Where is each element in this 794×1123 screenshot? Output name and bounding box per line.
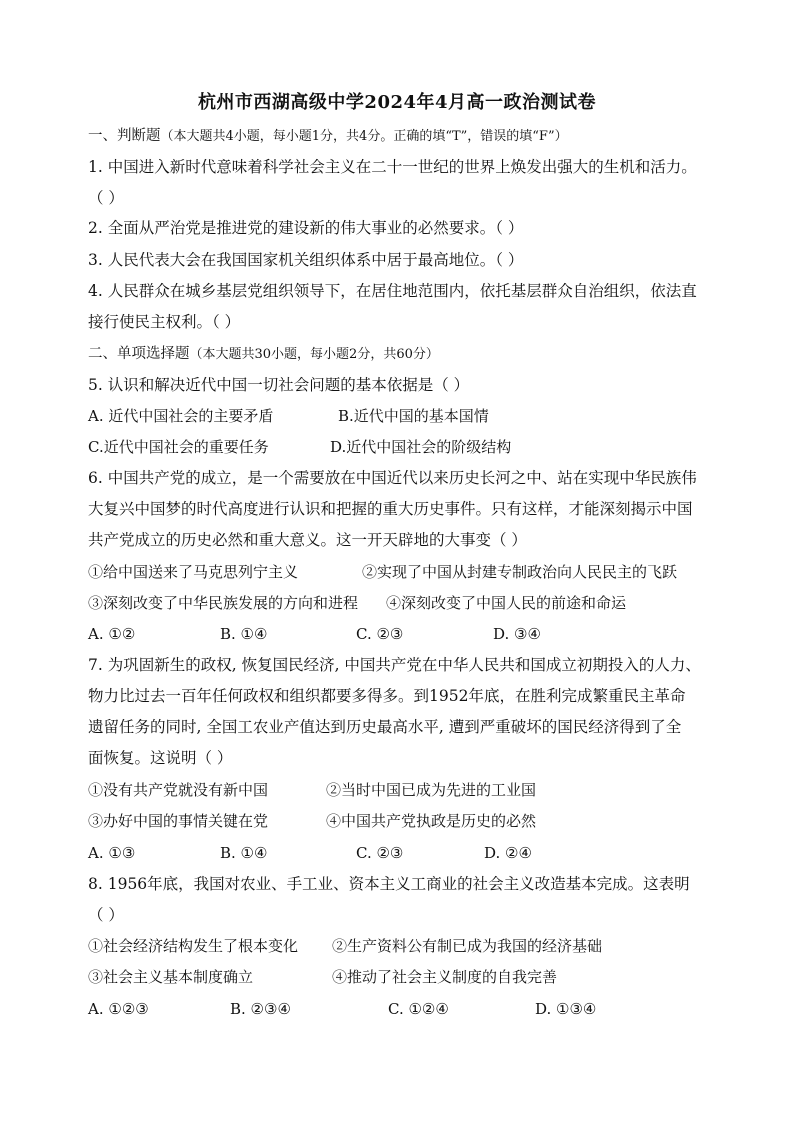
section-note: （本大题共4小题，每小题1分，共4分。正确的填“T”，错误的填“F”） bbox=[160, 129, 568, 144]
question-7-option-d: D. ②④ bbox=[484, 844, 532, 862]
question-8-statement-3: ③社会主义基本制度确立 bbox=[88, 968, 254, 986]
section-heading-choice bbox=[88, 344, 439, 365]
question-7-text: 7. 为巩固新生的政权, 恢复国民经济, 中国共产党在中华人民共和国成立初期投入的人力、 bbox=[88, 656, 701, 674]
question-7-text-cont: 物力比过去一百年任何政权和组织都要多得多。到1952年底，在胜利完成繁重民主革命 bbox=[88, 687, 686, 705]
question-8-text: 8. 1956年底，我国对农业、手工业、资本主义工商业的社会主义改造基本完成。这表明 bbox=[88, 875, 690, 893]
question-1-text: 1. 中国进入新时代意味着科学社会主义在二十一世纪的世界上焕发出强大的生机和活力。 bbox=[88, 158, 697, 176]
question-1-answer-blank: （ ） bbox=[88, 189, 124, 207]
question-6-option-b: B. ①④ bbox=[220, 625, 268, 643]
question-6-text: 6. 中国共产党的成立，是一个需要放在中国近代以来历史长河之中、站在实现中华民族伟 bbox=[88, 469, 697, 487]
question-6-option-a: A. ①② bbox=[88, 625, 136, 643]
question-7-statement-1: ①没有共产党就没有新中国 bbox=[88, 781, 269, 799]
question-6-text-cont: 共产党成立的历史必然和重大意义。这一开天辟地的大事变（ ） bbox=[88, 531, 527, 549]
question-8-option-c: C. ①②④ bbox=[388, 1000, 449, 1018]
question-6-statement-1: ①给中国送来了马克思列宁主义 bbox=[88, 563, 299, 581]
question-5-option-a: A. 近代中国社会的主要矛盾 bbox=[88, 407, 274, 425]
question-6-option-d: D. ③④ bbox=[493, 625, 541, 643]
question-4-text-cont: 接行使民主权利。（ ） bbox=[88, 313, 241, 331]
question-8-option-a: A. ①②③ bbox=[88, 1000, 149, 1018]
question-8-answer-blank: （ ） bbox=[88, 906, 124, 924]
question-8-statement-1: ①社会经济结构发生了根本变化 bbox=[88, 937, 299, 955]
section-title: 一、判断题 bbox=[88, 128, 161, 144]
question-2-text: 2. 全面从严治党是推进党的建设新的伟大事业的必然要求。（ ） bbox=[88, 219, 524, 237]
question-7-statement-2: ②当时中国已成为先进的工业国 bbox=[326, 781, 537, 799]
question-5-option-b: B.近代中国的基本国情 bbox=[338, 407, 489, 425]
question-7-statement-4: ④中国共产党执政是历史的必然 bbox=[326, 812, 537, 830]
page-title: 杭州市西湖高级中学2024年4月高一政治测试卷 bbox=[197, 92, 597, 113]
question-5-option-c: C.近代中国社会的重要任务 bbox=[88, 438, 269, 456]
question-6-option-c: C. ②③ bbox=[356, 625, 404, 643]
question-7-option-c: C. ②③ bbox=[356, 844, 404, 862]
question-7-option-a: A. ①③ bbox=[88, 844, 136, 862]
question-5-text: 5. 认识和解决近代中国一切社会问题的基本依据是（ ） bbox=[88, 376, 470, 394]
question-8-statement-4: ④推动了社会主义制度的自我完善 bbox=[332, 968, 558, 986]
question-6-statement-3: ③深刻改变了中华民族发展的方向和进程 bbox=[88, 594, 359, 612]
question-7-statement-3: ③办好中国的事情关键在党 bbox=[88, 812, 269, 830]
question-4-text: 4. 人民群众在城乡基层党组织领导下，在居住地范围内，依托基层群众自治组织，依法直 bbox=[88, 282, 697, 300]
section-note: （本大题共30小题，每小题2分，共60分） bbox=[189, 347, 439, 362]
question-7-text-cont: 面恢复。这说明（ ） bbox=[88, 749, 233, 767]
question-6-statement-2: ②实现了中国从封建专制政治向人民民主的飞跃 bbox=[362, 563, 678, 581]
question-6-text-cont: 大复兴中国梦的时代高度进行认识和把握的重大历史事件。只有这样，才能深刻揭示中国 bbox=[88, 500, 693, 518]
question-7-option-b: B. ①④ bbox=[220, 844, 268, 862]
question-8-option-b: B. ②③④ bbox=[230, 1000, 291, 1018]
section-title: 二、单项选择题 bbox=[88, 346, 190, 362]
question-6-statement-4: ④深刻改变了中国人民的前途和命运 bbox=[386, 594, 627, 612]
question-8-statement-2: ②生产资料公有制已成为我国的经济基础 bbox=[332, 937, 603, 955]
question-7-text-cont: 遗留任务的同时, 全国工农业产值达到历史最高水平, 遭到严重破坏的国民经济得到了全 bbox=[88, 718, 682, 736]
question-8-option-d: D. ①③④ bbox=[535, 1000, 597, 1018]
question-5-option-d: D.近代中国社会的阶级结构 bbox=[330, 438, 512, 456]
section-heading-judgment bbox=[88, 126, 568, 147]
question-3-text: 3. 人民代表大会在我国国家机关组织体系中居于最高地位。（ ） bbox=[88, 251, 524, 269]
